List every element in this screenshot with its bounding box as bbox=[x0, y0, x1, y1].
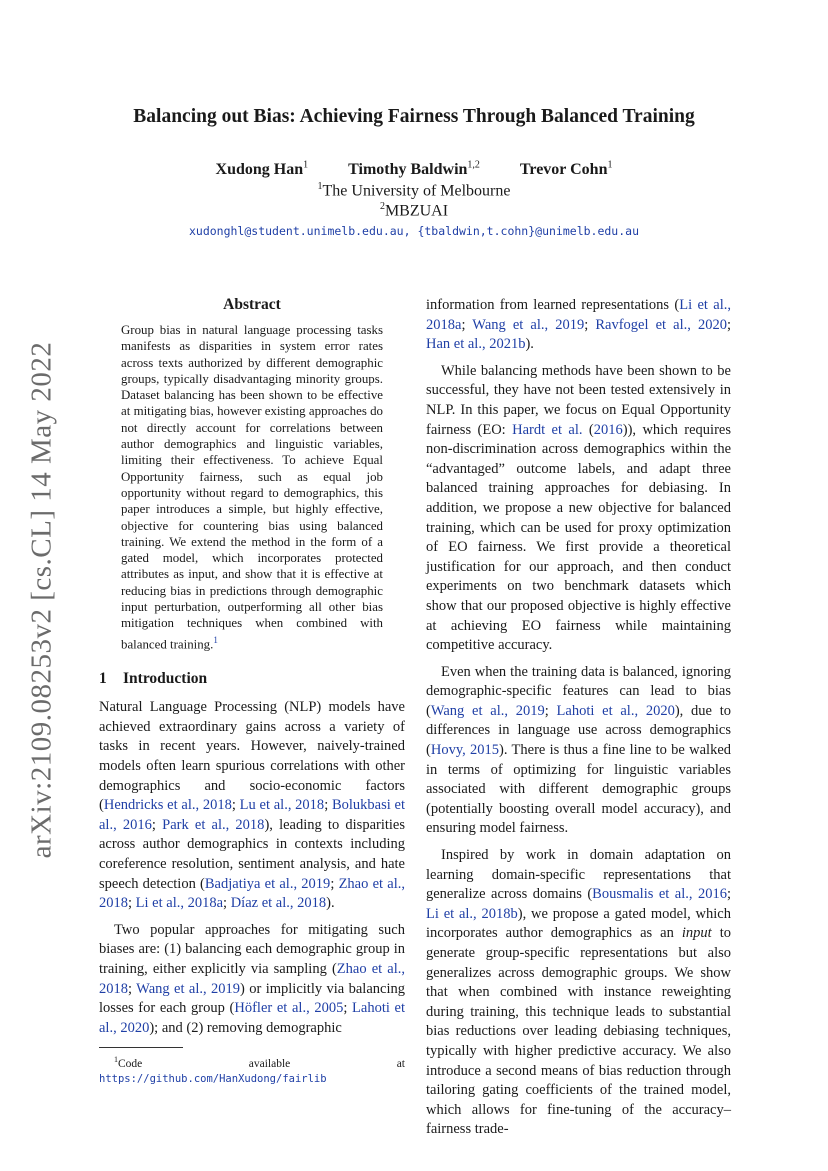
author-2 bbox=[348, 161, 480, 178]
affiliation-1-name: The University of Melbourne bbox=[322, 182, 511, 200]
text-run: ; bbox=[584, 316, 596, 333]
text-run: While balancing methods have been shown to be successful, they have not been tested extensively in NLP. In this paper, we focus on Equal Opportunity fairness (EO: bbox=[426, 362, 731, 438]
citation-link[interactable]: Han et al., 2021b bbox=[426, 336, 526, 353]
citation-link[interactable]: Badjatiya et al., 2019 bbox=[204, 875, 331, 892]
citation-link[interactable]: Hovy, 2015 bbox=[430, 742, 500, 759]
left-column bbox=[99, 296, 405, 1087]
citation-link[interactable]: Ravfogel et al., 2020 bbox=[595, 316, 727, 333]
citation-link[interactable]: Park et al., 2018 bbox=[162, 816, 265, 833]
affiliation-2 bbox=[0, 201, 828, 220]
citation-link[interactable]: Li et al., 2018b bbox=[426, 905, 518, 922]
citation-link[interactable]: Li et al., 2018a bbox=[135, 895, 224, 912]
text-run: ; bbox=[231, 797, 240, 814]
footnote-mark: 1 bbox=[114, 1055, 118, 1065]
author-3 bbox=[520, 161, 613, 178]
citation-link[interactable]: 2016 bbox=[593, 421, 623, 438]
citation-link[interactable]: Li et al., 2018a bbox=[426, 297, 731, 333]
citation-link[interactable]: Hardt et al. bbox=[512, 421, 583, 438]
author-1-name: Xudong Han bbox=[215, 161, 304, 179]
text-run: ; bbox=[726, 316, 731, 333]
text-run: ; bbox=[223, 895, 231, 912]
citation-link[interactable]: Wang et al., 2019 bbox=[430, 702, 545, 719]
text-run: ( bbox=[582, 421, 594, 438]
right-paragraph-1 bbox=[426, 296, 731, 355]
footnote-1 bbox=[99, 1052, 405, 1087]
affiliation-2-name: MBZUAI bbox=[384, 202, 449, 220]
affiliation-1 bbox=[0, 181, 828, 200]
section-title: Introduction bbox=[123, 670, 208, 688]
text-run: ; bbox=[726, 886, 731, 903]
text-run: ; bbox=[330, 875, 339, 892]
paper-title: Balancing out Bias: Achieving Fairness Through Balanced Training bbox=[133, 106, 695, 127]
citation-link[interactable]: Wang et al., 2019 bbox=[136, 980, 241, 997]
text-run: ). bbox=[525, 336, 534, 353]
text-run: Even when the training data is balanced, ignoring demographic-specific features can lead to bias ( bbox=[426, 663, 731, 719]
text-run: ; bbox=[128, 980, 137, 997]
citation-link[interactable]: Wang et al., 2019 bbox=[472, 316, 585, 333]
author-2-affil-mark: 1,2 bbox=[467, 160, 480, 171]
citation-link[interactable]: Bousmalis et al., 2016 bbox=[592, 886, 727, 903]
citation-link[interactable]: Lahoti et al., 2020 bbox=[99, 1000, 406, 1036]
right-column bbox=[426, 296, 731, 1140]
text-run: ). bbox=[326, 895, 335, 912]
right-paragraph-3 bbox=[426, 663, 731, 839]
citation-link[interactable]: Bolukbasi et al., 2016 bbox=[99, 797, 405, 833]
section-number: 1 bbox=[99, 670, 107, 688]
right-paragraph-2 bbox=[426, 362, 731, 656]
text-run: ); and (2) removing demographic bbox=[149, 1019, 342, 1036]
citation-link[interactable]: Hendricks et al., 2018 bbox=[103, 797, 232, 814]
text-run: to generate group-specific representations but also generalizes across demographic groups. We show that when combined with instance reweighting during training, this technique leads to substantial bias reductions over leading debiasing techniques, typically with higher predictive accuracy. We also introduce a second means of bias reduction through tailoring gating coefficients of the trained model, which allows for fine-tuning of the accuracy–fairness trade- bbox=[426, 925, 731, 1138]
author-1-affil-mark: 1 bbox=[303, 160, 309, 171]
text-run: )), which requires non-discrimination across demographics within the “advantaged” outcome labels, and adapt three balanced training approaches for debiasing. In addition, we propose a new objective for balanced training, which can be used for proxy optimization of EO fairness. We first provide a theoretical justification for our approach, and then conduct experiments on two benchmark datasets which show that our proposed objective is highly effective at achieving EO fairness while maintaining competitive accuracy. bbox=[426, 421, 731, 654]
text-run: ; bbox=[343, 1000, 353, 1017]
text-run: ), due to differences in language use across demographics ( bbox=[426, 702, 732, 759]
citation-link[interactable]: Lahoti et al., 2020 bbox=[556, 702, 675, 719]
abstract-text bbox=[121, 322, 383, 652]
footnote-divider bbox=[99, 1047, 183, 1048]
text-run: ; bbox=[544, 702, 557, 719]
right-paragraph-4 bbox=[426, 846, 731, 1140]
citation-link[interactable]: Zhao et al., 2018 bbox=[99, 875, 406, 912]
citation-link[interactable]: Lu et al., 2018 bbox=[239, 797, 325, 814]
text-run: Inspired by work in domain adaptation on learning domain-specific representations that generalize across domains ( bbox=[426, 847, 731, 903]
intro-paragraph-1 bbox=[99, 698, 405, 914]
author-2-name: Timothy Baldwin bbox=[348, 161, 468, 179]
text-run: ) or implicitly via balancing losses for each group ( bbox=[99, 980, 405, 1017]
text-run: ; bbox=[324, 797, 332, 814]
arxiv-identifier-text: arXiv:2109.08253v2 [cs.CL] 14 May 2022 bbox=[25, 341, 58, 859]
citation-link[interactable]: Zhao et al., 2018 bbox=[99, 960, 405, 997]
abstract-heading: Abstract bbox=[223, 296, 281, 313]
author-3-name: Trevor Cohn bbox=[519, 161, 608, 179]
text-run: ; bbox=[461, 316, 473, 333]
text-run: Two popular approaches for mitigating such biases are: (1) balancing each demographic group in training, either explicitly via sampling ( bbox=[99, 921, 405, 977]
abstract-footnote-mark[interactable]: 1 bbox=[213, 634, 218, 645]
text-run: information from learned representations ( bbox=[426, 297, 680, 313]
section-heading-introduction bbox=[99, 670, 405, 688]
intro-paragraph-2 bbox=[99, 921, 405, 1039]
text-run: ), leading to disparities across author demographics in contexts including coreference resolution, sentiment analysis, and hate speech detection ( bbox=[99, 816, 405, 892]
author-1 bbox=[216, 161, 309, 178]
text-run: ; bbox=[128, 895, 136, 912]
text-run: ), we propose a gated model, which incorporates author demographics as an bbox=[426, 905, 731, 942]
author-list bbox=[0, 160, 828, 179]
text-run: ; bbox=[151, 816, 163, 833]
footnote-url-link[interactable]: https://github.com/HanXudong/fairlib bbox=[99, 1073, 327, 1086]
author-emails[interactable]: xudonghl@student.unimelb.edu.au, {tbaldwin,t.cohn}@unimelb.edu.au bbox=[188, 224, 640, 238]
text-run: Natural Language Processing (NLP) models have achieved extraordinary gains across a variety of tasks in recent years. However, naively-trained models often learn spurious correlations with other demographics and socio-economic factors ( bbox=[99, 699, 405, 814]
text-run: ). There is thus a fine line to be walked in terms of optimizing for linguistic variables associated with different demographic groups (potentially boosting overall model accuracy), and ensuring model fairness. bbox=[426, 742, 732, 837]
emphasis-input: input bbox=[681, 925, 712, 942]
affiliation-2-mark: 2 bbox=[379, 201, 385, 212]
citation-link[interactable]: Höfler et al., 2005 bbox=[234, 1000, 344, 1017]
citation-link[interactable]: Díaz et al., 2018 bbox=[230, 895, 327, 912]
arxiv-identifier-stamp bbox=[22, 340, 62, 860]
affiliation-1-mark: 1 bbox=[317, 181, 323, 192]
abstract-body: Group bias in natural language processing tasks manifests as disparities in system error rates across texts authorized by different demographic groups, typically disadvantaging minority groups. Dataset balancing has been shown to be effective at mitigating bias, however existing approaches do not directly account for correlations between author demographics and linguistic variables, limiting their effectiveness. To achieve Equal Opportunity fairness, such as equal job opportunity without regard to demographics, this paper introduces a simple, but highly effective, objective for countering bias using balanced training. We extend the method in the form of a gated model, which incorporates protected attributes as input, and show that it is effective at reducing bias in predictions through demographic input perturbation, outperforming all other bias mitigation techniques when combined with balanced training. bbox=[121, 323, 383, 651]
author-3-affil-mark: 1 bbox=[607, 160, 613, 171]
footnote-text: Code available at bbox=[118, 1058, 405, 1071]
